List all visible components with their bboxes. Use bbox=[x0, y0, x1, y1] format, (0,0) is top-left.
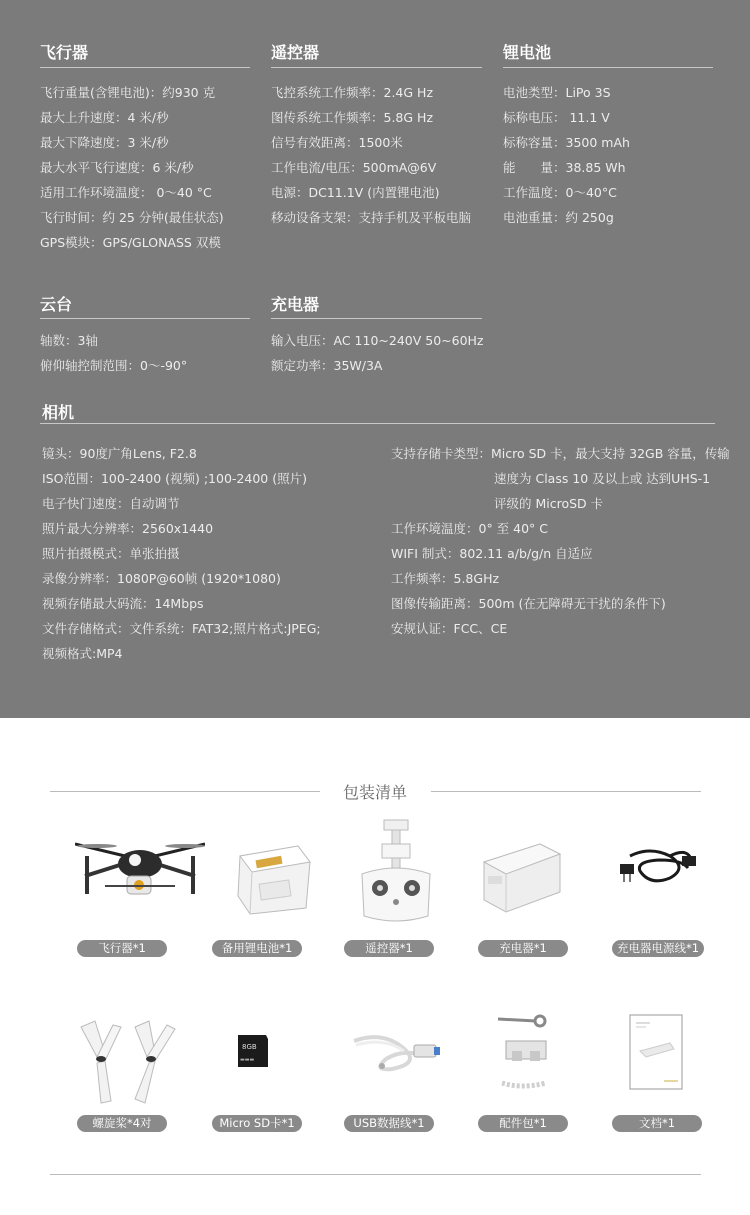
camera-specs-left bbox=[42, 441, 321, 666]
propeller-icon bbox=[75, 991, 205, 1106]
spec-line: 额定功率：35W/3A bbox=[271, 358, 383, 373]
charger-icon bbox=[476, 816, 606, 931]
remote-divider bbox=[271, 67, 482, 68]
spec-line: 适用工作环境温度： 0～40 °C bbox=[40, 185, 212, 200]
spec-line: 最大水平飞行速度：6 米/秒 bbox=[40, 160, 194, 175]
spec-line: 安规认证：FCC、CE bbox=[391, 621, 508, 636]
drone-icon bbox=[75, 816, 205, 931]
spec-line: 信号有效距离：1500米 bbox=[271, 135, 403, 150]
gimbal-specs bbox=[40, 328, 187, 378]
spec-line: 飞行时间：约 25 分钟(最佳状态) bbox=[40, 210, 224, 225]
pack-item-label: 飞行器*1 bbox=[77, 940, 167, 957]
bottom-divider bbox=[50, 1174, 701, 1175]
pack-item-label: 文档*1 bbox=[612, 1115, 702, 1132]
spec-line: 俯仰轴控制范围：0～-90° bbox=[40, 358, 188, 373]
remote-title: 遥控器 bbox=[271, 43, 320, 62]
pack-item-label: USB数据线*1 bbox=[344, 1115, 434, 1132]
aircraft-divider bbox=[40, 67, 250, 68]
document-icon bbox=[610, 991, 740, 1106]
accessory-pack-icon bbox=[476, 991, 606, 1106]
pack-item-label: 螺旋桨*4对 bbox=[77, 1115, 167, 1132]
spec-line: 图传系统工作频率：5.8G Hz bbox=[271, 110, 433, 125]
spec-line: 图像传输距离：500m (在无障碍无干扰的条件下) bbox=[391, 596, 666, 611]
spec-line: 工作温度：0～40°C bbox=[503, 185, 617, 200]
spec-line: 照片最大分辨率：2560x1440 bbox=[42, 521, 214, 536]
spec-line: 飞行重量(含锂电池)：约930 克 bbox=[40, 85, 216, 100]
spec-line: 最大上升速度：4 米/秒 bbox=[40, 110, 169, 125]
svg-text:▬▬▬: ▬▬▬ bbox=[240, 1057, 255, 1063]
power-cable-icon bbox=[610, 816, 740, 931]
packing-divider-right bbox=[431, 791, 701, 792]
spec-line: 移动设备支架：支持手机及平板电脑 bbox=[271, 210, 472, 225]
spec-line: 输入电压：AC 110~240V 50~60Hz bbox=[271, 333, 484, 348]
aircraft-title: 飞行器 bbox=[40, 43, 89, 62]
spec-line: GPS模块：GPS/GLONASS 双模 bbox=[40, 235, 221, 250]
remote-specs bbox=[271, 80, 471, 230]
spec-line: 最大下降速度：3 米/秒 bbox=[40, 135, 169, 150]
spec-line: WIFI 制式：802.11 a/b/g/n 自适应 bbox=[391, 546, 593, 561]
pack-item-label: Micro SD卡*1 bbox=[212, 1115, 302, 1132]
spec-line: 飞控系统工作频率：2.4G Hz bbox=[271, 85, 433, 100]
spec-line: 支持存储卡类型：Micro SD 卡，最大支持 32GB 容量，传输 bbox=[391, 446, 730, 461]
spec-line: 工作电流/电压：500mA@6V bbox=[271, 160, 437, 175]
spec-line: 视频格式:MP4 bbox=[42, 646, 123, 661]
spec-line: 录像分辨率：1080P@60帧 (1920*1080) bbox=[42, 571, 281, 586]
spec-line: 评级的 MicroSD 卡 bbox=[494, 496, 604, 511]
charger-divider bbox=[271, 318, 482, 319]
packing-title: 包装清单 bbox=[342, 783, 407, 802]
battery-icon bbox=[210, 816, 340, 931]
charger-specs bbox=[271, 328, 484, 378]
spec-line: 电子快门速度：自动调节 bbox=[42, 496, 180, 511]
aircraft-specs bbox=[40, 80, 224, 255]
pack-item-label: 充电器电源线*1 bbox=[612, 940, 704, 957]
sd-card-capacity: 8GB bbox=[242, 1043, 257, 1051]
remote-controller-icon bbox=[342, 816, 472, 931]
battery-title: 锂电池 bbox=[503, 43, 552, 62]
sd-card-icon bbox=[210, 991, 340, 1106]
pack-item-label: 备用锂电池*1 bbox=[212, 940, 302, 957]
spec-line: 工作环境温度：0° 至 40° C bbox=[391, 521, 549, 536]
spec-line: 电池类型：LiPo 3S bbox=[503, 85, 611, 100]
battery-specs bbox=[503, 80, 630, 230]
spec-line: 镜头：90度广角Lens, F2.8 bbox=[42, 446, 197, 461]
spec-line: 照片拍摄模式：单张拍摄 bbox=[42, 546, 180, 561]
spec-line: 电源：DC11.1V (内置锂电池) bbox=[271, 185, 440, 200]
spec-line: 视频存储最大码流：14Mbps bbox=[42, 596, 204, 611]
spec-line: ISO范围：100-2400 (视频) ;100-2400 (照片) bbox=[42, 471, 307, 486]
gimbal-divider bbox=[40, 318, 250, 319]
pack-item-label: 遥控器*1 bbox=[344, 940, 434, 957]
spec-line: 工作频率：5.8GHz bbox=[391, 571, 500, 586]
spec-line: 能 量：38.85 Wh bbox=[503, 160, 626, 175]
packing-list bbox=[0, 718, 750, 1215]
spec-line: 文件存储格式：文件系统：FAT32;照片格式:JPEG; bbox=[42, 621, 321, 636]
battery-divider bbox=[503, 67, 713, 68]
usb-cable-icon bbox=[342, 991, 472, 1106]
spec-line: 标称容量：3500 mAh bbox=[503, 135, 630, 150]
camera-title: 相机 bbox=[42, 403, 75, 422]
camera-specs-right bbox=[391, 441, 730, 641]
charger-title: 充电器 bbox=[271, 295, 320, 314]
spec-line: 电池重量：约 250g bbox=[503, 210, 614, 225]
spec-line: 速度为 Class 10 及以上或 达到UHS-1 bbox=[494, 471, 711, 486]
camera-divider bbox=[40, 423, 715, 424]
spec-line: 轴数：3轴 bbox=[40, 333, 98, 348]
pack-item-label: 配件包*1 bbox=[478, 1115, 568, 1132]
gimbal-title: 云台 bbox=[40, 295, 73, 314]
pack-item-label: 充电器*1 bbox=[478, 940, 568, 957]
spec-line: 标称电压： 11.1 V bbox=[503, 110, 610, 125]
